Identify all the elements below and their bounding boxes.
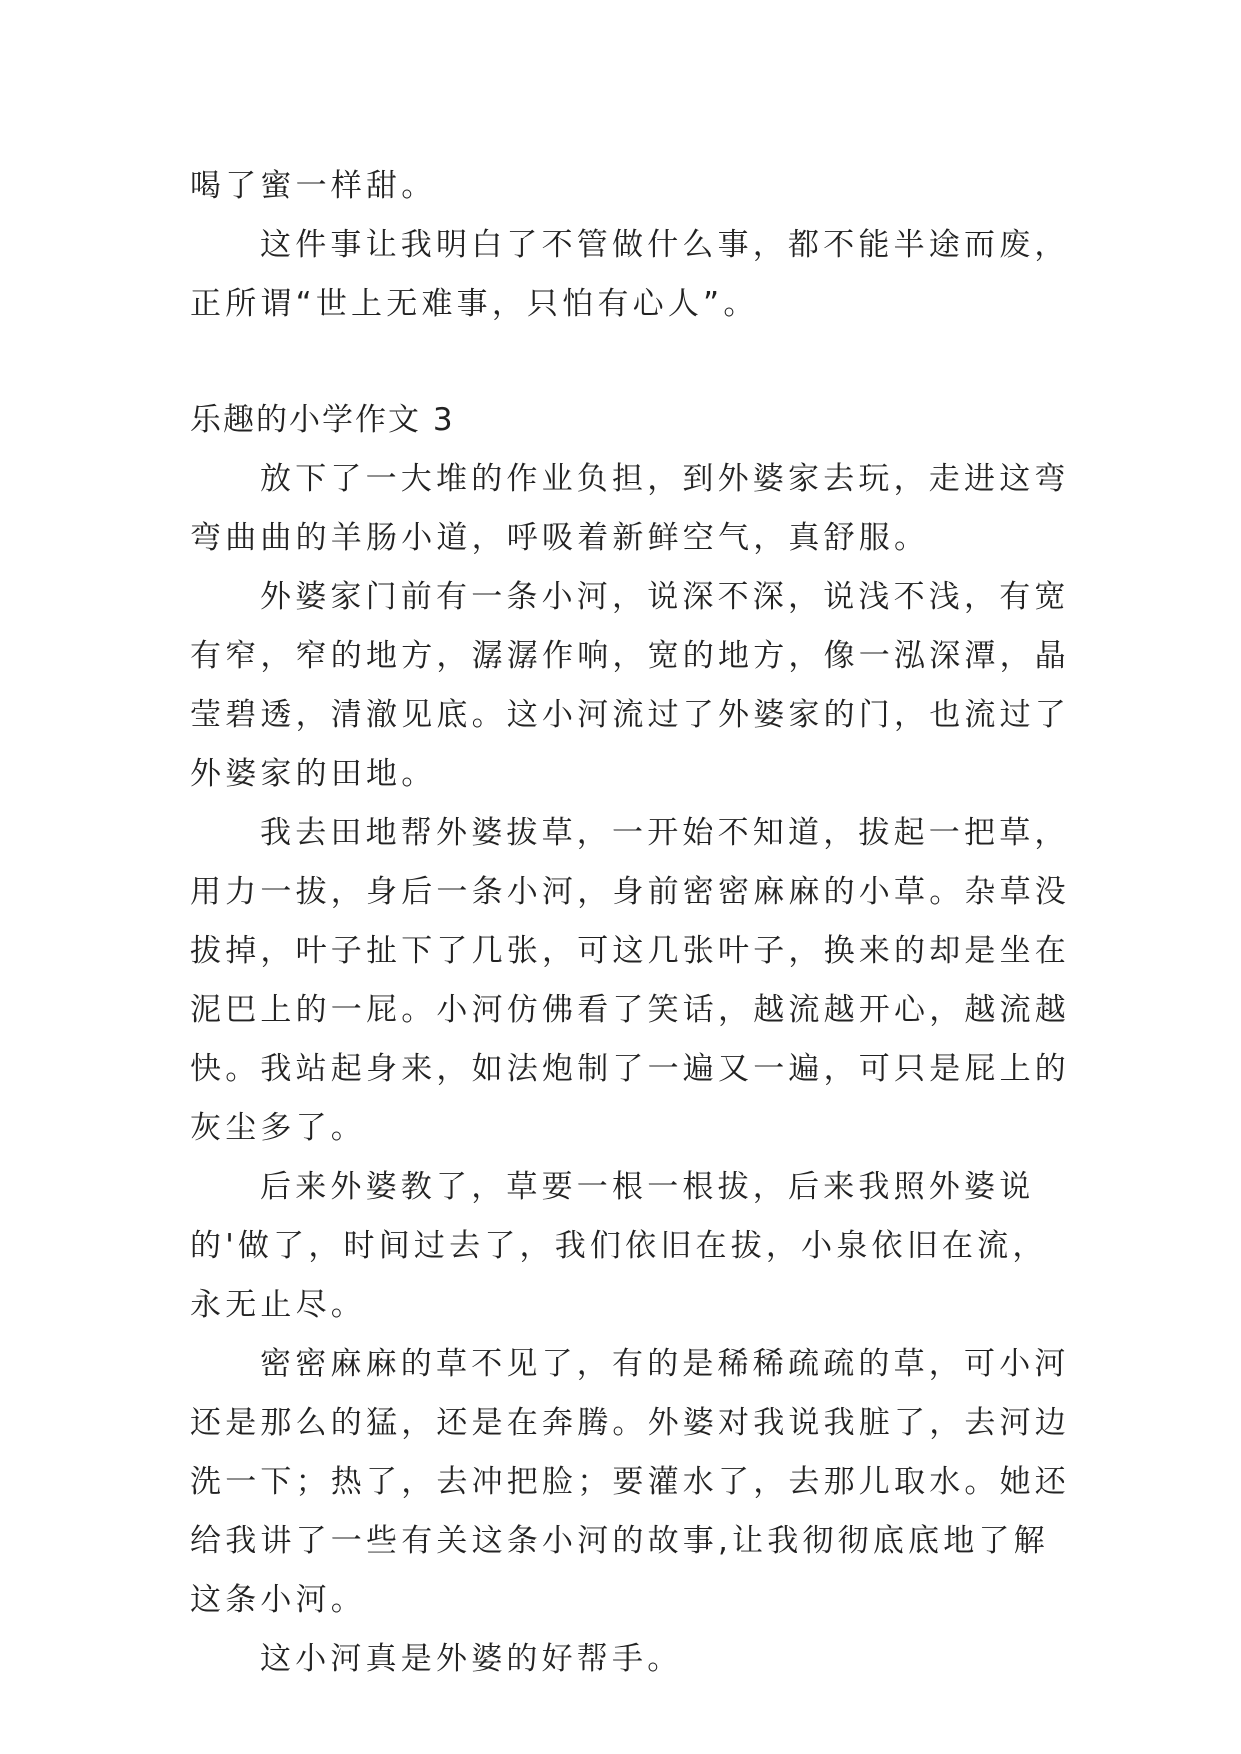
lesson-paragraph: 这件事让我明白了不管做什么事，都不能半途而废，正所谓“世上无难事，只怕有心人”。 [190,227,1070,322]
body-paragraph: 密密麻麻的草不见了，有的是稀稀疏疏的草，可小河还是那么的猛，还是在奔腾。外婆对我说我脏了，去河边洗一下；热了，去冲把脸；要灌水了，去那儿取水。她还给我讲了一些有关这条小河的故事,让我彻彻底底地了解这条小河。 [190,1346,1070,1618]
body-paragraph: 这小河真是外婆的好帮手。 [260,1641,683,1677]
section-title: 乐趣的小学作文 3 [190,402,455,438]
body-paragraph: 我去田地帮外婆拔草，一开始不知道，拔起一把草，用力一拔，身后一条小河，身前密密麻麻的小草。杂草没拔掉，叶子扯下了几张，可这几张叶子，换来的却是坐在泥巴上的一屁。小河仿佛看了笑话，越流越开心，越流越快。我站起身来，如法炮制了一遍又一遍，可只是屁上的灰尘多了。 [190,815,1070,1146]
essay-section [190,391,1070,1689]
previous-essay-ending [190,157,1070,334]
body-paragraph: 后来外婆教了，草要一根一根拔，后来我照外婆说的'做了，时间过去了，我们依旧在拔，小泉依旧在流，永无止尽。 [190,1169,1048,1323]
body-paragraph: 放下了一大堆的作业负担，到外婆家去玩，走进这弯弯曲曲的羊肠小道，呼吸着新鲜空气，真舒服。 [190,461,1070,556]
continuation-line: 喝了蜜一样甜。 [190,168,437,204]
body-paragraph: 外婆家门前有一条小河，说深不深，说浅不浅，有宽有窄，窄的地方，潺潺作响，宽的地方，像一泓深潭，晶莹碧透，清澈见底。这小河流过了外婆家的门，也流过了外婆家的田地。 [190,579,1070,792]
